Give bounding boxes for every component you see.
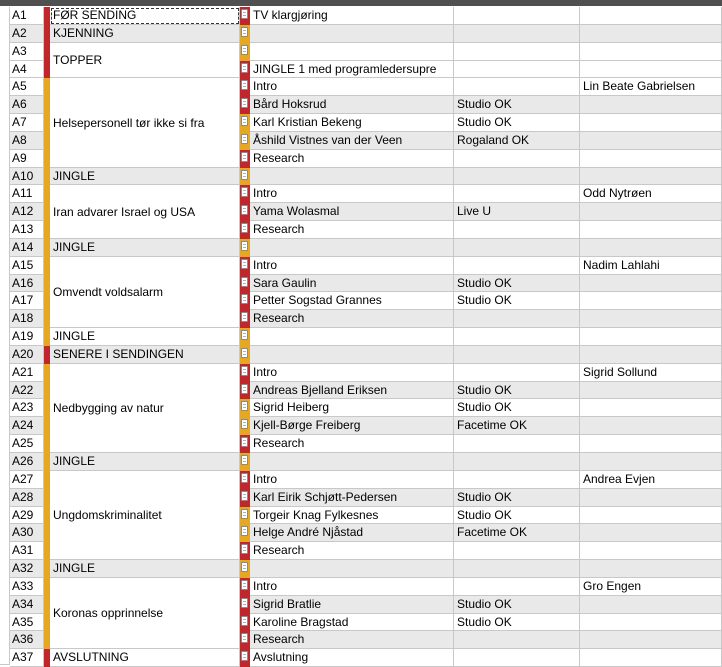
item-cell[interactable]: Intro bbox=[250, 471, 454, 489]
row-id-cell[interactable]: A22 bbox=[10, 382, 44, 399]
status-cell[interactable] bbox=[454, 7, 580, 25]
row-id-cell[interactable]: A24 bbox=[10, 417, 44, 435]
row-id-cell[interactable]: A3 bbox=[10, 43, 44, 61]
section-cell[interactable]: Koronas opprinnelse bbox=[50, 578, 240, 649]
row-id-cell[interactable]: A26 bbox=[10, 453, 44, 471]
section-cell[interactable]: JINGLE bbox=[50, 560, 240, 578]
status-cell[interactable] bbox=[454, 435, 580, 453]
document-icon[interactable] bbox=[241, 598, 248, 608]
document-icon[interactable] bbox=[241, 330, 248, 340]
person-cell[interactable] bbox=[580, 453, 722, 471]
section-cell[interactable]: TOPPER bbox=[50, 43, 240, 78]
person-cell[interactable] bbox=[580, 346, 722, 364]
item-cell[interactable]: Karl Kristian Bekeng bbox=[250, 114, 454, 132]
document-icon[interactable] bbox=[241, 651, 248, 661]
item-status-stripe[interactable] bbox=[240, 435, 250, 453]
document-icon[interactable] bbox=[241, 455, 248, 465]
item-status-stripe[interactable] bbox=[240, 78, 250, 96]
status-cell[interactable] bbox=[454, 25, 580, 43]
row-gutter bbox=[0, 7, 10, 665]
status-cell[interactable]: Studio OK bbox=[454, 614, 580, 631]
row-id-cell[interactable]: A18 bbox=[10, 310, 44, 328]
person-cell[interactable] bbox=[580, 96, 722, 114]
item-cell[interactable]: Andreas Bjelland Eriksen bbox=[250, 382, 454, 399]
person-cell[interactable]: Sigrid Sollund bbox=[580, 364, 722, 382]
section-cell[interactable]: JINGLE bbox=[50, 328, 240, 346]
item-status-stripe[interactable] bbox=[240, 364, 250, 382]
document-icon[interactable] bbox=[241, 616, 248, 626]
document-icon[interactable] bbox=[241, 205, 248, 215]
item-cell[interactable]: Intro bbox=[250, 257, 454, 275]
item-cell[interactable]: Research bbox=[250, 542, 454, 560]
document-icon[interactable] bbox=[241, 348, 248, 358]
item-cell[interactable] bbox=[250, 560, 454, 578]
status-cell[interactable] bbox=[454, 168, 580, 185]
document-icon[interactable] bbox=[241, 116, 248, 126]
item-status-stripe[interactable] bbox=[240, 7, 250, 25]
item-status-stripe[interactable] bbox=[240, 310, 250, 328]
item-status-stripe[interactable] bbox=[240, 239, 250, 257]
person-cell[interactable] bbox=[580, 203, 722, 221]
row-id-cell[interactable]: A6 bbox=[10, 96, 44, 114]
person-cell[interactable]: Lin Beate Gabrielsen bbox=[580, 78, 722, 96]
section-cell[interactable]: JINGLE bbox=[50, 239, 240, 257]
row-id-cell[interactable]: A28 bbox=[10, 489, 44, 507]
status-cell[interactable]: Studio OK bbox=[454, 596, 580, 614]
item-cell[interactable]: Bård Hoksrud bbox=[250, 96, 454, 114]
person-cell[interactable] bbox=[580, 328, 722, 346]
document-icon[interactable] bbox=[241, 491, 248, 501]
person-cell[interactable] bbox=[580, 614, 722, 631]
status-cell[interactable] bbox=[454, 649, 580, 667]
item-cell[interactable]: Karl Eirik Schjøtt-Pedersen bbox=[250, 489, 454, 507]
row-id-cell[interactable]: A14 bbox=[10, 239, 44, 257]
document-icon[interactable] bbox=[241, 187, 248, 197]
document-icon[interactable] bbox=[241, 134, 248, 144]
item-status-stripe[interactable] bbox=[240, 25, 250, 43]
item-status-stripe[interactable] bbox=[240, 453, 250, 471]
row-id-cell[interactable]: A30 bbox=[10, 524, 44, 542]
document-icon[interactable] bbox=[241, 223, 248, 233]
item-cell[interactable]: Yama Wolasmal bbox=[250, 203, 454, 221]
row-id-cell[interactable]: A9 bbox=[10, 150, 44, 168]
item-cell[interactable]: Torgeir Knag Fylkesnes bbox=[250, 507, 454, 524]
status-cell[interactable]: Facetime OK bbox=[454, 524, 580, 542]
person-cell[interactable] bbox=[580, 560, 722, 578]
person-cell[interactable] bbox=[580, 43, 722, 61]
item-status-stripe[interactable] bbox=[240, 471, 250, 489]
row-id-cell[interactable]: A7 bbox=[10, 114, 44, 132]
status-cell[interactable] bbox=[454, 328, 580, 346]
person-cell[interactable] bbox=[580, 649, 722, 667]
item-status-stripe[interactable] bbox=[240, 524, 250, 542]
row-id-cell[interactable]: A4 bbox=[10, 61, 44, 78]
item-cell[interactable]: Research bbox=[250, 150, 454, 168]
status-cell[interactable] bbox=[454, 61, 580, 78]
item-status-stripe[interactable] bbox=[240, 578, 250, 596]
row-id-cell[interactable]: A21 bbox=[10, 364, 44, 382]
item-cell[interactable]: Kjell-Børge Freiberg bbox=[250, 417, 454, 435]
section-cell[interactable]: Helsepersonell tør ikke si fra bbox=[50, 78, 240, 168]
row-id-cell[interactable]: A10 bbox=[10, 168, 44, 185]
item-status-stripe[interactable] bbox=[240, 399, 250, 417]
item-status-stripe[interactable] bbox=[240, 328, 250, 346]
document-icon[interactable] bbox=[241, 63, 248, 73]
row-id-cell[interactable]: A11 bbox=[10, 185, 44, 203]
section-cell[interactable]: KJENNING bbox=[50, 25, 240, 43]
item-cell[interactable]: Sara Gaulin bbox=[250, 275, 454, 292]
item-status-stripe[interactable] bbox=[240, 257, 250, 275]
section-cell[interactable]: Nedbygging av natur bbox=[50, 364, 240, 453]
row-id-cell[interactable]: A25 bbox=[10, 435, 44, 453]
person-cell[interactable] bbox=[580, 489, 722, 507]
item-cell[interactable] bbox=[250, 43, 454, 61]
item-status-stripe[interactable] bbox=[240, 132, 250, 150]
item-cell[interactable]: Intro bbox=[250, 78, 454, 96]
person-cell[interactable] bbox=[580, 542, 722, 560]
status-cell[interactable]: Studio OK bbox=[454, 96, 580, 114]
person-cell[interactable]: Odd Nytrøen bbox=[580, 185, 722, 203]
person-cell[interactable] bbox=[580, 275, 722, 292]
item-cell[interactable]: Sigrid Bratlie bbox=[250, 596, 454, 614]
person-cell[interactable] bbox=[580, 150, 722, 168]
item-cell[interactable]: Research bbox=[250, 221, 454, 239]
status-cell[interactable] bbox=[454, 221, 580, 239]
item-cell[interactable] bbox=[250, 239, 454, 257]
person-cell[interactable] bbox=[580, 382, 722, 399]
row-id-cell[interactable]: A33 bbox=[10, 578, 44, 596]
person-cell[interactable] bbox=[580, 168, 722, 185]
item-cell[interactable]: Åshild Vistnes van der Veen bbox=[250, 132, 454, 150]
row-id-cell[interactable]: A1 bbox=[10, 7, 44, 25]
document-icon[interactable] bbox=[241, 473, 248, 483]
person-cell[interactable] bbox=[580, 292, 722, 310]
person-cell[interactable] bbox=[580, 7, 722, 25]
item-status-stripe[interactable] bbox=[240, 382, 250, 399]
person-cell[interactable] bbox=[580, 310, 722, 328]
document-icon[interactable] bbox=[241, 633, 248, 643]
status-cell[interactable] bbox=[454, 43, 580, 61]
item-status-stripe[interactable] bbox=[240, 221, 250, 239]
status-cell[interactable] bbox=[454, 542, 580, 560]
section-cell[interactable]: Iran advarer Israel og USA bbox=[50, 185, 240, 239]
item-status-stripe[interactable] bbox=[240, 114, 250, 132]
row-id-cell[interactable]: A19 bbox=[10, 328, 44, 346]
person-cell[interactable] bbox=[580, 417, 722, 435]
status-cell[interactable]: Studio OK bbox=[454, 382, 580, 399]
item-status-stripe[interactable] bbox=[240, 489, 250, 507]
document-icon[interactable] bbox=[241, 526, 248, 536]
status-cell[interactable]: Facetime OK bbox=[454, 417, 580, 435]
status-cell[interactable] bbox=[454, 346, 580, 364]
person-cell[interactable] bbox=[580, 239, 722, 257]
document-icon[interactable] bbox=[241, 27, 248, 37]
row-id-cell[interactable]: A31 bbox=[10, 542, 44, 560]
status-cell[interactable]: Studio OK bbox=[454, 114, 580, 132]
item-status-stripe[interactable] bbox=[240, 614, 250, 631]
person-cell[interactable] bbox=[580, 435, 722, 453]
item-cell[interactable] bbox=[250, 346, 454, 364]
person-cell[interactable]: Nadim Lahlahi bbox=[580, 257, 722, 275]
item-cell[interactable]: JINGLE 1 med programledersupre bbox=[250, 61, 454, 78]
item-cell[interactable]: TV klargjøring bbox=[250, 7, 454, 25]
document-icon[interactable] bbox=[241, 562, 248, 572]
person-cell[interactable] bbox=[580, 61, 722, 78]
person-cell[interactable] bbox=[580, 507, 722, 524]
document-icon[interactable] bbox=[241, 294, 248, 304]
row-id-cell[interactable]: A20 bbox=[10, 346, 44, 364]
document-icon[interactable] bbox=[241, 437, 248, 447]
status-cell[interactable]: Studio OK bbox=[454, 292, 580, 310]
row-id-cell[interactable]: A36 bbox=[10, 631, 44, 649]
document-icon[interactable] bbox=[241, 544, 248, 554]
item-status-stripe[interactable] bbox=[240, 542, 250, 560]
row-id-cell[interactable]: A8 bbox=[10, 132, 44, 150]
status-cell[interactable] bbox=[454, 185, 580, 203]
document-icon[interactable] bbox=[241, 384, 248, 394]
row-id-cell[interactable]: A37 bbox=[10, 649, 44, 667]
item-cell[interactable]: Helge André Njåstad bbox=[250, 524, 454, 542]
person-cell[interactable]: Andrea Evjen bbox=[580, 471, 722, 489]
status-cell[interactable] bbox=[454, 364, 580, 382]
section-cell[interactable]: SENERE I SENDINGEN bbox=[50, 346, 240, 364]
item-cell[interactable]: Sigrid Heiberg bbox=[250, 399, 454, 417]
document-icon[interactable] bbox=[241, 80, 248, 90]
status-cell[interactable] bbox=[454, 578, 580, 596]
row-id-cell[interactable]: A29 bbox=[10, 507, 44, 524]
item-status-stripe[interactable] bbox=[240, 150, 250, 168]
item-status-stripe[interactable] bbox=[240, 346, 250, 364]
person-cell[interactable]: Gro Engen bbox=[580, 578, 722, 596]
item-status-stripe[interactable] bbox=[240, 203, 250, 221]
status-cell[interactable] bbox=[454, 257, 580, 275]
row-id-cell[interactable]: A32 bbox=[10, 560, 44, 578]
status-cell[interactable] bbox=[454, 239, 580, 257]
row-id-cell[interactable]: A13 bbox=[10, 221, 44, 239]
status-cell[interactable] bbox=[454, 453, 580, 471]
document-icon[interactable] bbox=[241, 152, 248, 162]
document-icon[interactable] bbox=[241, 98, 248, 108]
status-cell[interactable] bbox=[454, 310, 580, 328]
item-status-stripe[interactable] bbox=[240, 292, 250, 310]
item-status-stripe[interactable] bbox=[240, 507, 250, 524]
document-icon[interactable] bbox=[241, 259, 248, 269]
status-cell[interactable] bbox=[454, 78, 580, 96]
document-icon[interactable] bbox=[241, 366, 248, 376]
status-cell[interactable]: Studio OK bbox=[454, 507, 580, 524]
item-cell[interactable]: Intro bbox=[250, 578, 454, 596]
status-cell[interactable]: Studio OK bbox=[454, 399, 580, 417]
person-cell[interactable] bbox=[580, 524, 722, 542]
row-id-cell[interactable]: A35 bbox=[10, 614, 44, 631]
item-cell[interactable]: Research bbox=[250, 435, 454, 453]
item-status-stripe[interactable] bbox=[240, 43, 250, 61]
person-cell[interactable] bbox=[580, 221, 722, 239]
section-cell[interactable]: AVSLUTNING bbox=[50, 649, 240, 667]
status-cell[interactable] bbox=[454, 471, 580, 489]
document-icon[interactable] bbox=[241, 45, 248, 55]
document-icon[interactable] bbox=[241, 241, 248, 251]
person-cell[interactable] bbox=[580, 114, 722, 132]
item-cell[interactable] bbox=[250, 328, 454, 346]
item-status-stripe[interactable] bbox=[240, 61, 250, 78]
section-cell[interactable]: Omvendt voldsalarm bbox=[50, 257, 240, 328]
item-status-stripe[interactable] bbox=[240, 185, 250, 203]
item-status-stripe[interactable] bbox=[240, 560, 250, 578]
document-icon[interactable] bbox=[241, 9, 248, 19]
item-status-stripe[interactable] bbox=[240, 275, 250, 292]
status-cell[interactable]: Studio OK bbox=[454, 275, 580, 292]
document-icon[interactable] bbox=[241, 401, 248, 411]
section-cell[interactable]: FØR SENDING bbox=[50, 7, 240, 25]
row-id-cell[interactable]: A2 bbox=[10, 25, 44, 43]
item-cell[interactable]: Intro bbox=[250, 364, 454, 382]
person-cell[interactable] bbox=[580, 596, 722, 614]
item-status-stripe[interactable] bbox=[240, 649, 250, 667]
item-status-stripe[interactable] bbox=[240, 631, 250, 649]
item-cell[interactable] bbox=[250, 168, 454, 185]
status-cell[interactable] bbox=[454, 631, 580, 649]
item-status-stripe[interactable] bbox=[240, 417, 250, 435]
row-id-cell[interactable]: A15 bbox=[10, 257, 44, 275]
item-cell[interactable]: Research bbox=[250, 631, 454, 649]
row-id-cell[interactable]: A17 bbox=[10, 292, 44, 310]
person-cell[interactable] bbox=[580, 631, 722, 649]
status-cell[interactable]: Rogaland OK bbox=[454, 132, 580, 150]
document-icon[interactable] bbox=[241, 312, 248, 322]
item-cell[interactable]: Avslutning bbox=[250, 649, 454, 667]
row-id-cell[interactable]: A27 bbox=[10, 471, 44, 489]
section-cell[interactable]: JINGLE bbox=[50, 453, 240, 471]
section-cell[interactable]: JINGLE bbox=[50, 168, 240, 185]
person-cell[interactable] bbox=[580, 25, 722, 43]
item-cell[interactable]: Research bbox=[250, 310, 454, 328]
person-cell[interactable] bbox=[580, 399, 722, 417]
status-cell[interactable]: Studio OK bbox=[454, 489, 580, 507]
row-id-cell[interactable]: A16 bbox=[10, 275, 44, 292]
item-status-stripe[interactable] bbox=[240, 596, 250, 614]
section-cell[interactable]: Ungdomskriminalitet bbox=[50, 471, 240, 560]
person-cell[interactable] bbox=[580, 132, 722, 150]
row-id-cell[interactable]: A23 bbox=[10, 399, 44, 417]
item-cell[interactable] bbox=[250, 453, 454, 471]
document-icon[interactable] bbox=[241, 509, 248, 519]
item-cell[interactable] bbox=[250, 25, 454, 43]
item-status-stripe[interactable] bbox=[240, 96, 250, 114]
row-id-cell[interactable]: A34 bbox=[10, 596, 44, 614]
status-cell[interactable] bbox=[454, 150, 580, 168]
document-icon[interactable] bbox=[241, 277, 248, 287]
document-icon[interactable] bbox=[241, 419, 248, 429]
top-header-bar bbox=[0, 0, 722, 6]
item-status-stripe[interactable] bbox=[240, 168, 250, 185]
item-cell[interactable]: Petter Sogstad Grannes bbox=[250, 292, 454, 310]
row-id-cell[interactable]: A5 bbox=[10, 78, 44, 96]
row-id-cell[interactable]: A12 bbox=[10, 203, 44, 221]
document-icon[interactable] bbox=[241, 170, 248, 180]
item-cell[interactable]: Intro bbox=[250, 185, 454, 203]
document-icon[interactable] bbox=[241, 580, 248, 590]
item-cell[interactable]: Karoline Bragstad bbox=[250, 614, 454, 631]
status-cell[interactable]: Live U bbox=[454, 203, 580, 221]
status-cell[interactable] bbox=[454, 560, 580, 578]
